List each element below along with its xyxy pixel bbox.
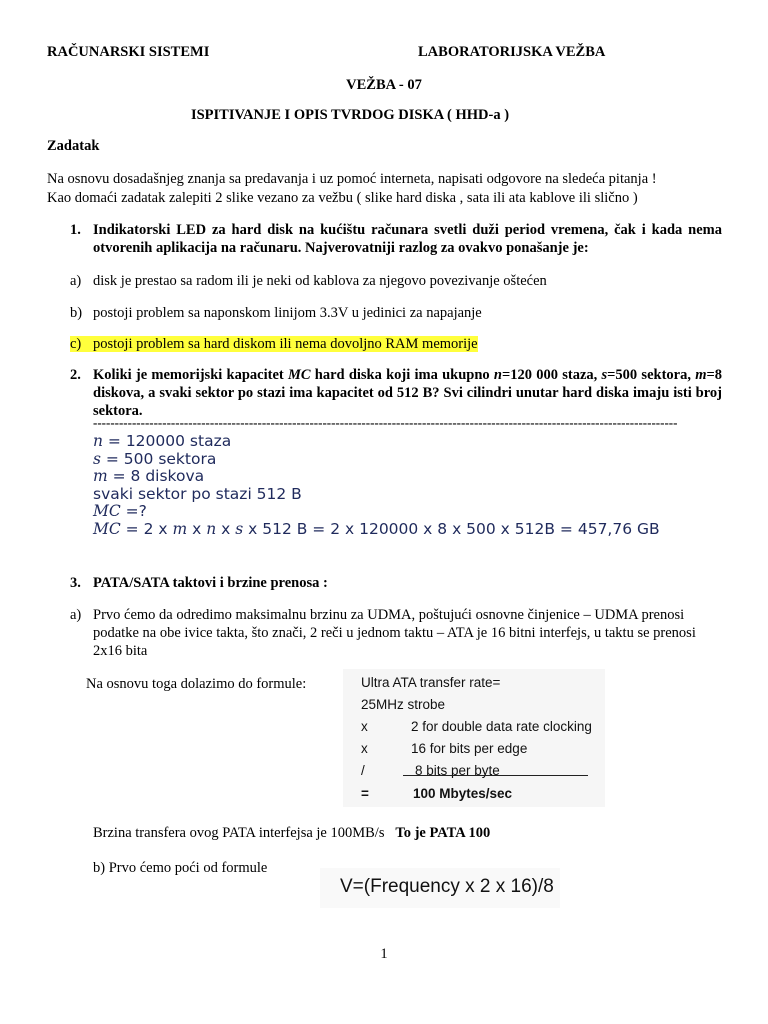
option-b [70,304,720,322]
pata-conclusion: To je PATA 100 [395,825,491,841]
formula-text: V=(Frequency x 2 x 16)/8 [340,876,554,897]
figure-divider [403,775,588,776]
question-number: 2. [70,367,81,383]
option-text: disk je prestao sa radom ili je neki od kablova za njegovo povezivanje oštećen [93,273,547,289]
option-c-answer [70,335,720,353]
highlighted-answer [70,336,478,352]
figure-title: Ultra ATA transfer rate= [361,675,501,690]
math-solution [93,433,660,538]
page-number: 1 [380,946,388,962]
part-a [70,606,720,660]
option-text: postoji problem sa naponskom linijom 3.3V u jedinici za napajanje [93,305,482,321]
option-label: b) [70,305,83,321]
formula-intro: Na osnovu toga dolazimo do formule: [86,676,307,692]
question-text: Koliki je memorijski kapacitet MC hard diska koji ima ukupno n=120 000 staza, s=500 sektora, m=8 diskova, a svaki sektor po stazi ima kapacitet od 512 B? Svi cilindri unutar hard diska imaju isti broj sektora. [93,367,722,419]
document-type: LABORATORIJSKA VEŽBA [418,44,606,60]
frequency-formula-figure [320,868,560,908]
exercise-title: ISPITIVANJE I OPIS TVRDOG DISKA ( HHD-a ) [190,107,510,123]
question-3 [70,574,722,592]
part-label: a) [70,607,82,623]
question-2 [70,366,722,420]
math-line: svaki sektor po stazi 512 B [93,484,302,503]
part-text: Prvo ćemo da odredimo maksimalnu brzinu za UDMA, poštujući osnovne činjenice – UDMA prenosi podatke na obe ivice takta, što znači, 2 reči u jednom taktu – ATA je 16 bitni interfejs, u taktu se prenosi 2x16 bita [93,607,696,659]
figure-row: x 16 for bits per edge [361,741,528,756]
question-number: 1. [70,222,81,238]
math-line: n = 120000 staza [93,432,232,450]
option-a [70,272,720,290]
speed-statement: Brzina transfera ovog PATA interfejsa je 100MB/s To je PATA 100 [93,825,491,841]
math-line-result: MC = 2 x m x n x s x 512 B = 2 x 120000 x 8 x 500 x 512B = 457,76 GB [93,519,660,538]
separator-dashes: --------------------------------------------------------------------------------------------------------------------------------------- [93,416,678,430]
question-number: 3. [70,575,81,591]
option-text: postoji problem sa hard diskom ili nema dovoljno RAM memorije [93,336,478,352]
math-line: MC =? [93,502,147,520]
question-text: PATA/SATA taktovi i brzine prenosa : [93,575,328,591]
exercise-number: VEŽBA - 07 [346,77,422,93]
question-1 [70,221,722,257]
question-text: Indikatorski LED za hard disk na kućištu računara svetli duži period vremena, čak i kada nema otvorenih aplikacija na računaru. Najverovatniji razlog za ovakvo ponašanje je: [93,222,722,256]
task-line-2: Kao domaći zadatak zalepiti 2 slike vezano za vežbu ( slike hard diska , sata ili ata kablove ili slično ) [47,190,638,206]
course-title: RAČUNARSKI SISTEMI [47,44,210,60]
task-intro [47,170,722,208]
figure-row: 25MHz strobe [361,697,446,712]
task-line-1: Na osnovu dosadašnjeg znanja sa predavanja i uz pomoć interneta, napisati odgovore na sledeća pitanja ! [47,171,657,187]
figure-result: = 100 Mbytes/sec [361,786,513,801]
part-b: b) Prvo ćemo poći od formule [93,860,268,876]
math-line: m = 8 diskova [93,467,205,485]
transfer-rate-figure [343,669,605,807]
figure-row: / 8 bits per byte [361,763,500,778]
option-label: c) [70,336,82,352]
task-heading: Zadatak [47,138,100,154]
math-line: s = 500 sektora [93,449,217,468]
figure-row: x 2 for double data rate clocking [361,719,592,734]
option-label: a) [70,273,82,289]
